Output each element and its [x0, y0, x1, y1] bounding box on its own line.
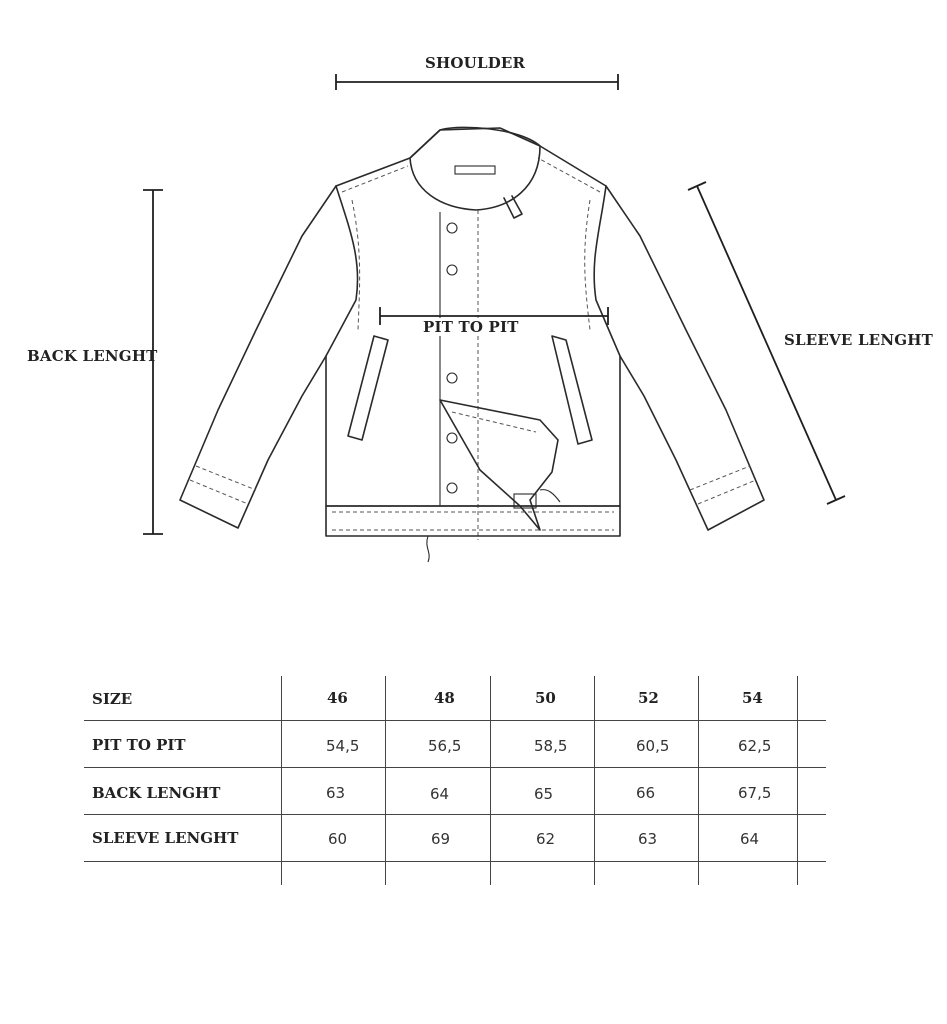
- size-column-header: 54: [742, 689, 763, 707]
- table-rule: [594, 676, 595, 885]
- table-rule: [490, 676, 491, 885]
- table-cell: 67,5: [738, 784, 772, 802]
- button-set: [447, 223, 457, 493]
- table-cell: 65: [534, 785, 554, 803]
- table-rule: [797, 676, 798, 885]
- table-cell: 54,5: [326, 737, 360, 755]
- back-length-label: BACK LENGHT: [27, 347, 158, 365]
- table-cell: 58,5: [534, 737, 568, 755]
- jacket-body: [180, 127, 764, 562]
- shoulder-measure-line: [336, 74, 618, 90]
- pit-to-pit-label: PIT TO PIT: [423, 318, 519, 336]
- table-cell: 62: [536, 830, 556, 848]
- size-column-header: 48: [434, 689, 455, 707]
- table-cell: 66: [636, 784, 656, 802]
- table-cell: 63: [326, 784, 346, 802]
- table-rule: [698, 676, 699, 885]
- table-rule: [84, 720, 826, 721]
- sleeve-length-label: SLEEVE LENGHT: [784, 331, 933, 349]
- shoulder-label: SHOULDER: [425, 54, 526, 72]
- table-cell: 63: [638, 830, 658, 848]
- table-rule: [84, 767, 826, 768]
- row-label-pit-to-pit: PIT TO PIT: [92, 736, 186, 754]
- row-label-back-length: BACK LENGHT: [92, 784, 221, 802]
- table-cell: 60: [328, 830, 348, 848]
- table-cell: 60,5: [636, 737, 670, 755]
- table-rule: [385, 676, 386, 885]
- table-cell: 69: [431, 830, 451, 848]
- size-column-header: 52: [638, 689, 659, 707]
- table-header-label: SIZE: [92, 690, 133, 708]
- table-cell: 64: [430, 785, 450, 803]
- table-cell: 64: [740, 830, 760, 848]
- size-column-header: 46: [327, 689, 348, 707]
- table-rule: [281, 676, 282, 885]
- table-cell: 56,5: [428, 737, 462, 755]
- size-column-header: 50: [535, 689, 556, 707]
- row-label-sleeve-length: SLEEVE LENGHT: [92, 829, 239, 847]
- table-cell: 62,5: [738, 737, 772, 755]
- table-rule: [84, 861, 826, 862]
- table-rule: [84, 814, 826, 815]
